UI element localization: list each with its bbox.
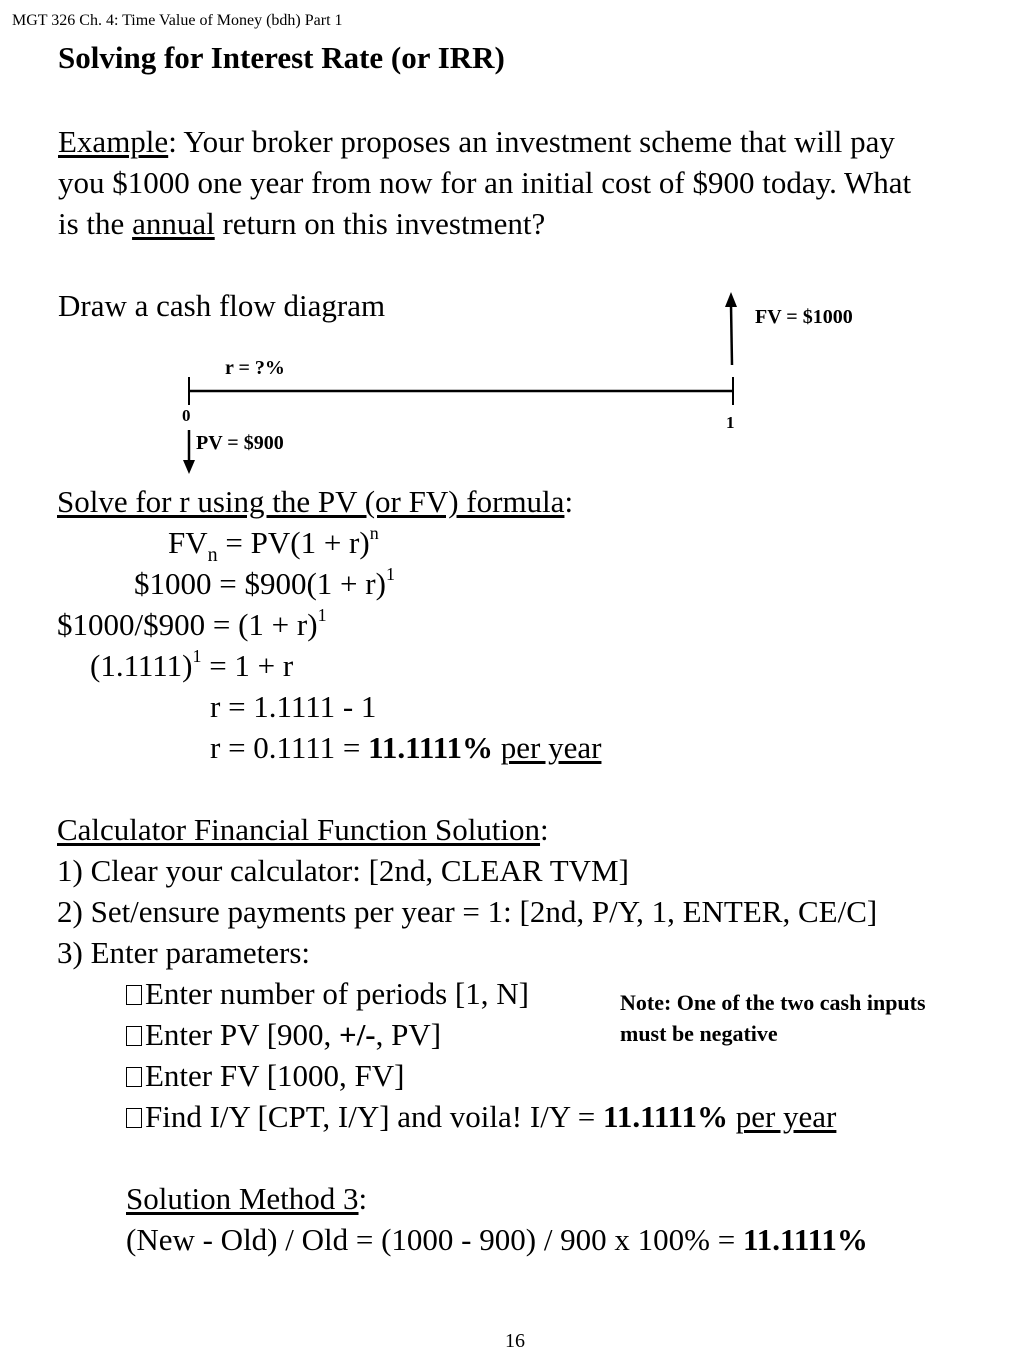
pv-label: PV = $900	[196, 432, 284, 454]
solve-heading	[57, 481, 573, 522]
page-header: MGT 326 Ch. 4: Time Value of Money (bdh) Part 1	[12, 12, 343, 29]
calc-result-rate: 11.1111%	[603, 1099, 728, 1134]
method3-result: 11.1111%	[743, 1222, 868, 1257]
annual-word: annual	[132, 206, 215, 241]
bullet-box-icon	[126, 1108, 142, 1128]
method3-formula-text: (New - Old) / Old = (1000 - 900) / 900 x 100% =	[126, 1222, 743, 1257]
formula-4-exponent: 1	[192, 646, 202, 666]
fv-label: FV = $1000	[755, 306, 853, 328]
solve-heading-text: Solve for r using the PV (or FV) formula	[57, 484, 565, 519]
fv-arrow-shaft	[731, 305, 732, 365]
bullet-3-text: Enter FV [1000, FV]	[145, 1058, 405, 1093]
formula-4-b: = 1 + r	[201, 648, 294, 683]
formula-line-1	[168, 522, 379, 568]
calc-step-2: 2) Set/ensure payments per year = 1: [2nd, P/Y, 1, ENTER, CE/C]	[57, 894, 878, 929]
method3-heading-colon: :	[358, 1181, 368, 1216]
bullet-1-text: Enter number of periods [1, N]	[145, 976, 529, 1011]
formula-3-exponent: 1	[317, 605, 327, 625]
method3-heading-text: Solution Method 3	[126, 1181, 359, 1216]
calc-bullet-1	[126, 973, 529, 1014]
calc-heading-text: Calculator Financial Function Solution	[57, 812, 541, 847]
formula-line-6	[210, 727, 601, 768]
note-line-2: must be negative	[620, 1021, 778, 1046]
formula-4-a: (1.1111)	[90, 648, 193, 683]
example-label: Example	[58, 124, 169, 159]
bullet-2-a: Enter PV [900,	[145, 1017, 340, 1052]
formula-line-3	[57, 604, 327, 650]
rate-label: r = ?%	[225, 357, 285, 379]
fv-arrow-head	[725, 292, 737, 307]
calc-heading	[57, 809, 549, 850]
calc-bullet-3	[126, 1055, 404, 1096]
formula-line-2	[134, 563, 395, 609]
solve-heading-colon: :	[564, 484, 574, 519]
formula-3-main: $1000/$900 = (1 + r)	[57, 607, 318, 642]
note-line-1: Note: One of the two cash inputs	[620, 990, 926, 1015]
result-rate: 11.1111%	[368, 730, 494, 765]
period-0-label: 0	[182, 406, 191, 425]
page-title: Solving for Interest Rate (or IRR)	[58, 40, 505, 75]
formula-line-5: r = 1.1111 - 1	[210, 689, 377, 724]
formula-2-exponent: 1	[385, 564, 395, 584]
calc-bullet-2	[126, 1014, 441, 1055]
period-1-label: 1	[726, 413, 735, 432]
pv-arrow-head	[183, 460, 195, 474]
calc-step-3: 3) Enter parameters:	[57, 935, 311, 970]
fv-symbol: FV	[168, 525, 208, 560]
draw-prompt: Draw a cash flow diagram	[58, 288, 386, 323]
bullet-box-icon	[126, 985, 142, 1005]
example-text-3a: is the	[58, 206, 133, 241]
calc-bullet-4	[126, 1096, 836, 1137]
fv-subscript: n	[207, 544, 218, 566]
formula-1-rest: = PV(1 + r)	[217, 525, 370, 560]
per-year: per year	[500, 730, 602, 765]
formula-1-exponent: n	[369, 523, 379, 543]
formula-line-4	[90, 645, 293, 691]
bullet-box-icon	[126, 1026, 142, 1046]
example-text-3b: return on this investment?	[214, 206, 546, 241]
bullet-2-b: , PV]	[375, 1017, 442, 1052]
cash-flow-diagram	[0, 0, 1024, 520]
bullet-2-sign: +/-	[339, 1017, 376, 1052]
example-line-2: you $1000 one year from now for an initial cost of $900 today. What	[58, 165, 912, 200]
example-text-1: : Your broker proposes an investment scheme that will pay	[168, 124, 895, 159]
calc-heading-colon: :	[540, 812, 549, 847]
method3-formula	[126, 1219, 868, 1260]
bullet-4-a: Find I/Y [CPT, I/Y] and voila! I/Y =	[145, 1099, 604, 1134]
method3-heading	[126, 1178, 367, 1219]
calc-per-year: per year	[735, 1099, 837, 1134]
calc-step-1: 1) Clear your calculator: [2nd, CLEAR TVM]	[57, 853, 629, 888]
formula-6-a: r = 0.1111 =	[210, 730, 369, 765]
bullet-box-icon	[126, 1067, 142, 1087]
formula-2-main: $1000 = $900(1 + r)	[134, 566, 386, 601]
page-number: 16	[505, 1330, 525, 1352]
